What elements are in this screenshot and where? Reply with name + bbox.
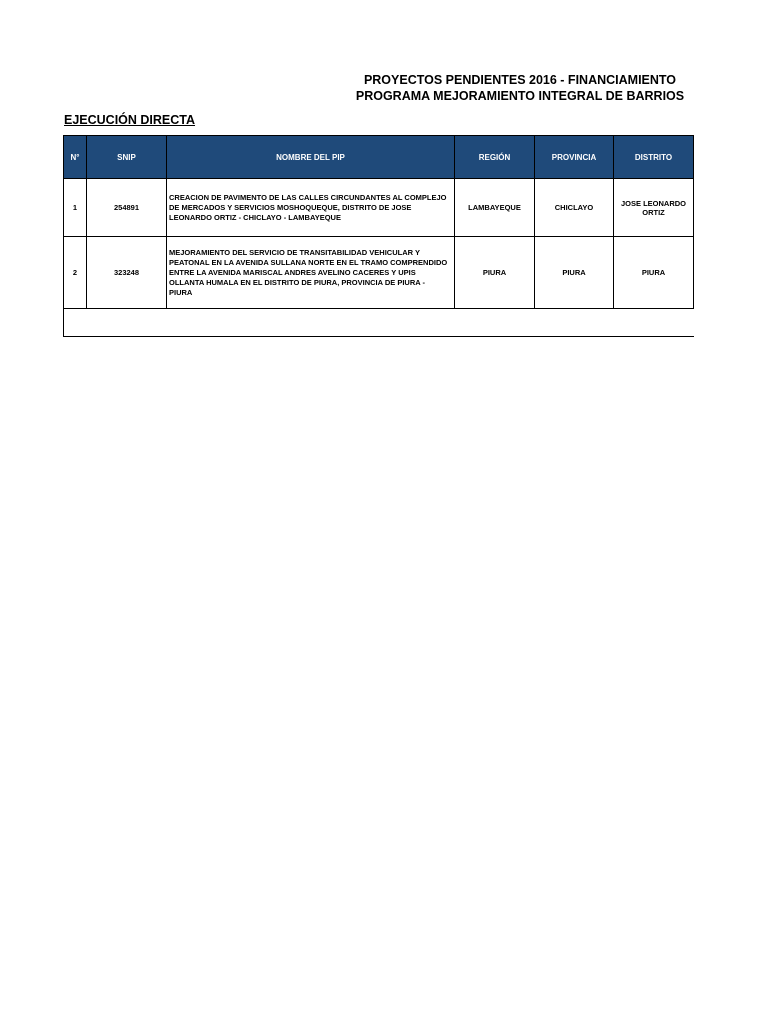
cell-provincia: PIURA [535,237,614,309]
cell-distrito: JOSE LEONARDO ORTIZ [614,179,694,237]
cell-distrito: PIURA [614,237,694,309]
empty-footer-row [64,309,694,337]
table-header-row [64,136,694,179]
title-line-1: PROYECTOS PENDIENTES 2016 - FINANCIAMIENTO [363,73,677,87]
title-line-2: PROGRAMA MEJORAMIENTO INTEGRAL DE BARRIOS [355,89,685,103]
column-header-nombre: NOMBRE DEL PIP [167,136,455,179]
column-header-region: REGIÓN [455,136,535,179]
projects-table [63,135,694,337]
column-header-n: N° [64,136,87,179]
empty-cell [64,309,694,337]
column-header-provincia: PROVINCIA [535,136,614,179]
document-title [330,72,710,104]
cell-provincia: CHICLAYO [535,179,614,237]
cell-n: 1 [64,179,87,237]
cell-snip: 254891 [87,179,167,237]
cell-nombre: MEJORAMIENTO DEL SERVICIO DE TRANSITABILIDAD VEHICULAR Y PEATONAL EN LA AVENIDA SULLANA NORTE EN EL TRAMO COMPRENDIDO ENTRE LA AVENIDA MARISCAL ANDRES AVELINO CACERES Y UPIS OLLANTA HUMALA EN EL DISTRITO DE PIURA, PROVINCIA DE PIURA - PIURA [167,237,455,309]
cell-snip: 323248 [87,237,167,309]
cell-region: LAMBAYEQUE [455,179,535,237]
table-row [64,179,694,237]
cell-n: 2 [64,237,87,309]
cell-region: PIURA [455,237,535,309]
section-title: EJECUCIÓN DIRECTA [64,113,196,127]
table-row [64,237,694,309]
cell-nombre: CREACION DE PAVIMENTO DE LAS CALLES CIRCUNDANTES AL COMPLEJO DE MERCADOS Y SERVICIOS MOSHOQUEQUE, DISTRITO DE JOSE LEONARDO ORTIZ - CHICLAYO - LAMBAYEQUE [167,179,455,237]
column-header-snip: SNIP [87,136,167,179]
column-header-distrito: DISTRITO [614,136,694,179]
